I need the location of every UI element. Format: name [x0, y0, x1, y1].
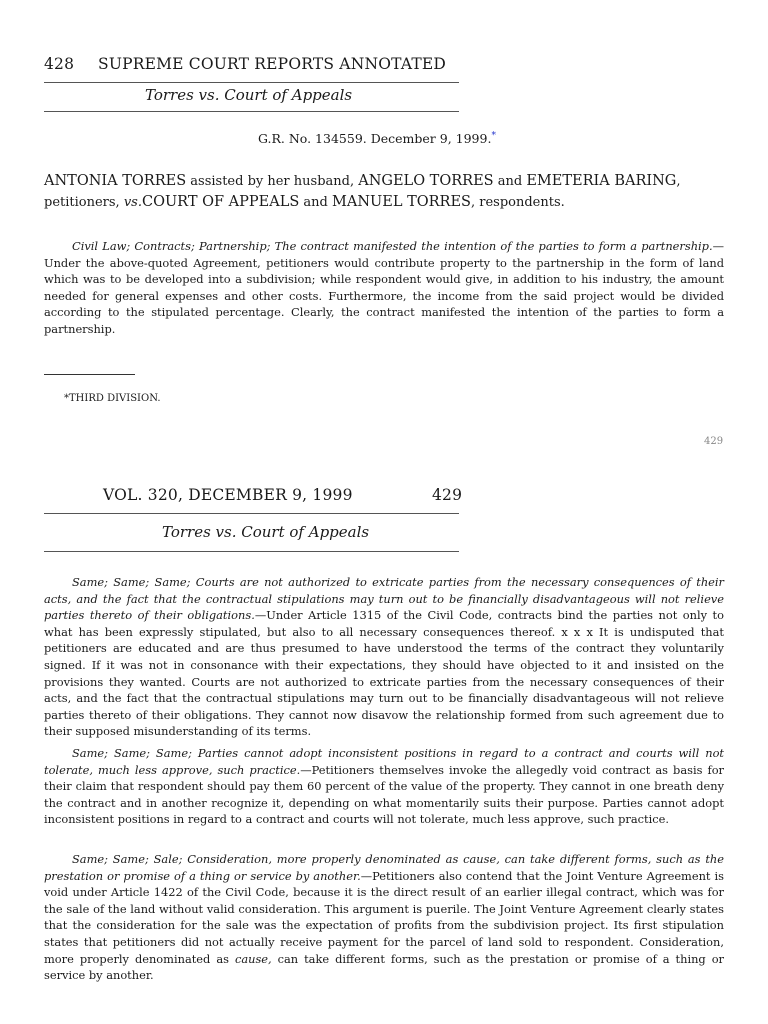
- page-marker: 429: [704, 436, 724, 447]
- case-gr-number: G.R. No. 134559. December 9, 1999.*: [258, 131, 496, 147]
- reporter-title: SUPREME COURT REPORTS ANNOTATED: [98, 55, 447, 73]
- header-rule-top-2: [44, 513, 459, 514]
- page-number-428: 428: [44, 55, 75, 73]
- syllabus-paragraph-3: Same; Same; Same; Parties cannot adopt inconsistent positions in regard to a contract and courts will not tolerate, much less approve, such practice.—Petitioners themselves invoke the allegedly void contract as basis for their claim that respondent should pay them 60 percent of the value of the property. They cannot in one breath deny the contract and in another recognize it, depending on what momentarily suits their purpose. Parties cannot adopt inconsistent positions in regard to a contract and courts will not tolerate, much less approve, such practice.: [44, 746, 724, 827]
- running-title-2: Torres vs. Court of Appeals: [162, 523, 370, 541]
- header-rule-top: [44, 82, 459, 83]
- page-number-429: 429: [432, 486, 463, 504]
- header-rule-bottom: [44, 111, 459, 112]
- syllabus-paragraph-2: Same; Same; Same; Courts are not authorized to extricate parties from the necessary consequences of their acts, and the fact that the contractual stipulations may turn out to be financially disadvantageous will not relieve parties thereto of their obligations.—Under Article 1315 of the Civil Code, contracts bind the parties not only to what has been expressly stipulated, but also to all necessary consequences thereof. x x x It is undisputed that petitioners are educated and are thus presumed to have understood the terms of the contract they voluntarily signed. If it was not in consonance with their expectations, they should have objected to it and insisted on the provisions they wanted. Courts are not authorized to extricate parties from the necessary consequences of their acts, and the fact that the contractual stipulations may turn out to be financially disadvantageous will not relieve parties thereto of their obligations. They cannot now disavow the relationship formed from such agreement due to their supposed misunderstanding of its terms.: [44, 575, 724, 739]
- running-title: Torres vs. Court of Appeals: [145, 86, 353, 104]
- volume-header: VOL. 320, DECEMBER 9, 1999: [103, 486, 353, 504]
- syllabus-paragraph-4: Same; Same; Sale; Consideration, more properly denominated as cause, can take different forms, such as the prestation or promise of a thing or service by another.—Petitioners also contend that the Joint Venture Agreement is void under Article 1422 of the Civil Code, because it is the direct result of an earlier illegal contract, which was for the sale of the land without valid consideration. This argument is puerile. The Joint Venture Agreement clearly states that the consideration for the sale was the expectation of profits from the subdivision project. Its first stipulation states that petitioners did not actually receive payment for the parcel of land sold to respondent. Consideration, more properly denominated as cause, can take different forms, such as the prestation or promise of a thing or service by another.: [44, 852, 725, 983]
- header-rule-bottom-2: [44, 551, 459, 552]
- syllabus-paragraph-1: Civil Law; Contracts; Partnership; The contract manifested the intention of the parties to form a partnership.—Under the above-quoted Agreement, petitioners would contribute property to the partnership in the form of land which was to be developed into a subdivision; while respondent would give, in addition to his industry, the amount needed for general expenses and other costs. Furthermore, the income from the said project would be divided according to the stipulated percentage. Clearly, the contract manifested the intention of the parties to form a partnership.: [44, 239, 724, 336]
- footnote-separator: [44, 374, 135, 375]
- case-parties: ANTONIA TORRES assisted by her husband, ANGELO TORRES and EMETERIA BARING, petitioners, vs.COURT OF APPEALS and MANUEL TORRES, respondents.: [44, 173, 681, 210]
- footnote: *THIRD DIVISION.: [64, 393, 161, 404]
- footnote-ref[interactable]: *: [491, 131, 496, 141]
